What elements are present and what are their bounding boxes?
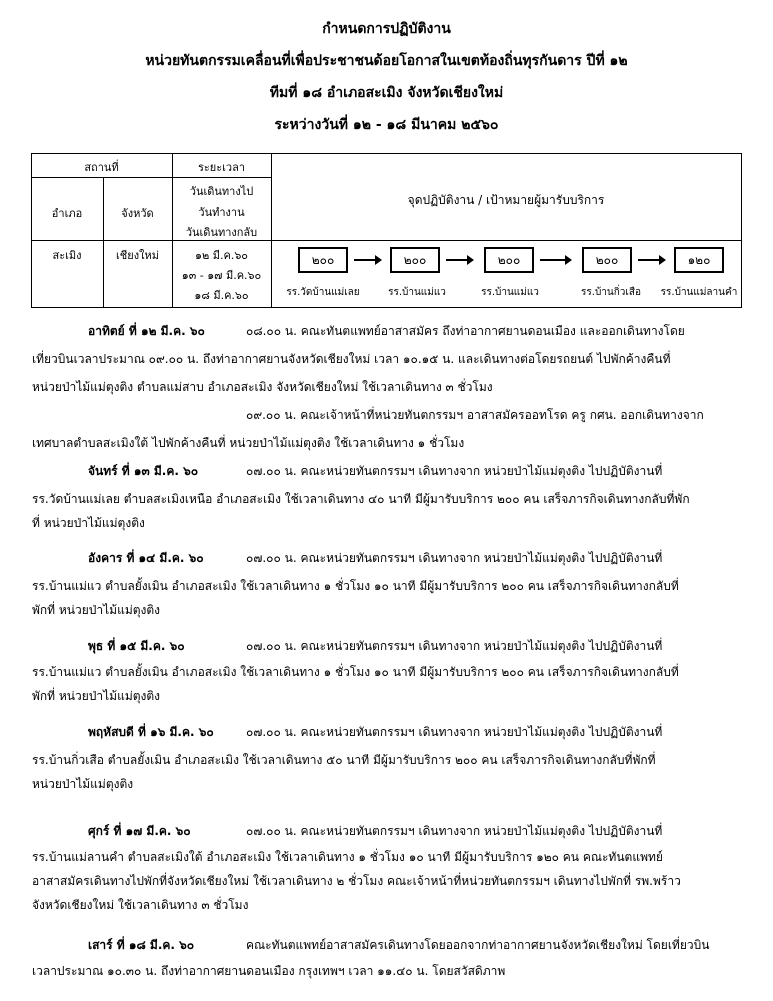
header-target: จุดปฏิบัติงาน / เป้าหมายผู้มารับบริการ	[407, 193, 605, 207]
schedule-text: ๐๗.๐๐ น. คณะหน่วยทันตกรรมฯ เดินทางจาก หน่วยป่าไม้แม่ตุงติง ไปปฏิบัติงานที่	[246, 639, 663, 653]
schedule-text: จังหวัดเชียงใหม่ ใช้เวลาเดินทาง ๓ ชั่วโมง	[32, 898, 249, 912]
target-count-box: ๒๐๐	[582, 247, 632, 273]
schedule-text: รร.บ้านแม่แว ตำบลยั้งเมิน อำเภอสะเมิง ใช้เวลาเดินทาง ๑ ชั่วโมง ๑๐ นาที มีผู้มารับบริการ ๒๐๐ คน เสร็จภารกิจเดินทางกลับที่	[32, 665, 679, 679]
header-period-go: วันเดินทางไป	[189, 185, 254, 198]
schedule-text: รร.บ้านแม่แว ตำบลยั้งเมิน อำเภอสะเมิง ใช้เวลาเดินทาง ๑ ชั่วโมง ๑๐ นาที มีผู้มารับบริการ ๒๐๐ คน เสร็จภารกิจเดินทางกลับที่	[32, 579, 679, 593]
target-count-box: ๒๐๐	[390, 247, 440, 273]
target-school-label: รร.บ้านแม่แว	[388, 287, 446, 298]
day-heading-thursday: พฤหัสบดี ที่ ๑๖ มี.ค. ๖๐	[88, 725, 214, 739]
schedule-text: คณะทันตแพทย์อาสาสมัครเดินทางโดยออกจากท่าอากาศยานจังหวัดเชียงใหม่ โดยเที่ยวบิน	[246, 938, 710, 952]
target-school-label: รร.บ้านแม่แว	[481, 287, 539, 298]
row-date-return: ๑๘ มี.ค.๖๐	[194, 289, 249, 302]
row-date-go: ๑๒ มี.ค.๖๐	[194, 249, 249, 262]
schedule-text: ๐๙.๐๐ น. คณะเจ้าหน้าที่หน่วยทันตกรรมฯ อาสาสมัครออทโรด ครู กศน. ออกเดินทางจาก	[246, 408, 704, 422]
schedule-text: ๐๗.๐๐ น. คณะหน่วยทันตกรรมฯ เดินทางจาก หน่วยป่าไม้แม่ตุงติง ไปปฏิบัติงานที่	[246, 824, 663, 838]
flow-arrow	[540, 259, 566, 261]
day-heading-wednesday: พุธ ที่ ๑๕ มี.ค. ๖๐	[88, 639, 185, 653]
document-subtitle-team: ทีมที่ ๑๘ อำเภอสะเมิง จังหวัดเชียงใหม่	[269, 85, 504, 101]
day-heading-monday: จันทร์ ที่ ๑๓ มี.ค. ๖๐	[88, 464, 199, 478]
row-province: เชียงใหม่	[116, 249, 159, 262]
target-school-label: รร.บ้านแม่ลานคำ	[660, 287, 738, 298]
day-heading-friday: ศุกร์ ที่ ๑๗ มี.ค. ๖๐	[88, 824, 191, 838]
schedule-text: ๐๗.๐๐ น. คณะหน่วยทันตกรรมฯ เดินทางจาก หน่วยป่าไม้แม่ตุงติง ไปปฏิบัติงานที่	[246, 725, 663, 739]
header-amphoe: อำเภอ	[51, 207, 83, 220]
target-school-label: รร.วัดบ้านแม่เลย	[286, 287, 360, 298]
day-heading-saturday: เสาร์ ที่ ๑๘ มี.ค. ๖๐	[88, 938, 195, 952]
document-title: กำหนดการปฏิบัติงาน	[322, 21, 451, 37]
flow-arrow	[638, 259, 660, 261]
schedule-text: ๐๗.๐๐ น. คณะหน่วยทันตกรรมฯ เดินทางจาก หน่วยป่าไม้แม่ตุงติง ไปปฏิบัติงานที่	[246, 551, 663, 565]
schedule-text: หน่วยป่าไม้แม่ตุงติง	[32, 777, 134, 791]
target-count-box: ๒๐๐	[298, 247, 348, 273]
day-heading-sunday: อาทิตย์ ที่ ๑๒ มี.ค. ๖๐	[88, 324, 205, 338]
row-amphoe: สะเมิง	[52, 249, 82, 262]
schedule-text: พักที่ หน่วยป่าไม้แม่ตุงติง	[32, 689, 161, 703]
schedule-text: ๐๘.๐๐ น. คณะทันตแพทย์อาสาสมัคร ถึงท่าอากาศยานดอนเมือง และออกเดินทางโดย	[246, 324, 685, 338]
document-subtitle-dates: ระหว่างวันที่ ๑๒ - ๑๘ มีนาคม ๒๕๖๐	[274, 117, 499, 133]
header-period: ระยะเวลา	[197, 161, 246, 174]
target-school-label: รร.บ้านกิ่วเสือ	[581, 287, 641, 298]
target-count-box: ๒๐๐	[484, 247, 534, 273]
schedule-text: อาสาสมัครเดินทางไปพักที่จังหวัดเชียงใหม่ ใช้เวลาเดินทาง ๒ ชั่วโมง คณะเจ้าหน้าที่หน่วยทันตกรรมฯ เดินทางไปพักที่ รพ.พร้าว	[32, 874, 681, 888]
schedule-text: ที่ หน่วยป่าไม้แม่ตุงติง	[32, 516, 145, 530]
header-place: สถานที่	[84, 161, 119, 174]
schedule-text: รร.วัดบ้านแม่เลย ตำบลสะเมิงเหนือ อำเภอสะเมิง ใช้เวลาเดินทาง ๔๐ นาที มีผู้มารับบริการ ๒๐๐ คน เสร็จภารกิจเดินทางกลับที่พัก	[32, 492, 690, 506]
schedule-text: หน่วยป่าไม้แม่ตุงติง ตำบลแม่สาบ อำเภอสะเมิง จังหวัดเชียงใหม่ ใช้เวลาเดินทาง ๓ ชั่วโมง	[32, 380, 493, 394]
schedule-text: เที่ยวบินเวลาประมาณ ๐๙.๐๐ น. ถึงท่าอากาศยานจังหวัดเชียงใหม่ เวลา ๑๐.๑๕ น. และเดินทางต่อโดยรถยนต์ ไปพักค้างคืนที่	[32, 352, 671, 366]
document-subtitle-unit: หน่วยทันตกรรมเคลื่อนที่เพื่อประชาชนด้อยโอกาสในเขตท้องถิ่นทุรกันดาร ปีที่ ๑๒	[145, 53, 628, 69]
header-period-work: วันทำงาน	[198, 206, 245, 219]
row-date-work: ๑๓ - ๑๗ มี.ค.๖๐	[181, 269, 262, 282]
schedule-text: ๐๗.๐๐ น. คณะหน่วยทันตกรรมฯ เดินทางจาก หน่วยป่าไม้แม่ตุงติง ไปปฏิบัติงานที่	[246, 464, 663, 478]
target-count-box: ๑๒๐	[674, 247, 724, 273]
schedule-text: พักที่ หน่วยป่าไม้แม่ตุงติง	[32, 603, 161, 617]
header-province: จังหวัด	[121, 207, 154, 220]
flow-arrow	[354, 259, 376, 261]
day-heading-tuesday: อังคาร ที่ ๑๔ มี.ค. ๖๐	[88, 551, 204, 565]
schedule-text: เทศบาลตำบลสะเมิงใต้ ไปพักค้างคืนที่ หน่วยป่าไม้แม่ตุงติง ใช้เวลาเดินทาง ๑ ชั่วโมง	[32, 436, 465, 450]
schedule-text: รร.บ้านแม่ลานคำ ตำบลสะเมิงใต้ อำเภอสะเมิง ใช้เวลาเดินทาง ๑ ชั่วโมง ๑๐ นาที มีผู้มารับบริการ ๑๒๐ คน คณะทันตแพทย์	[32, 850, 663, 864]
flow-arrow	[446, 259, 468, 261]
schedule-text: เวลาประมาณ ๑๐.๓๐ น. ถึงท่าอากาศยานดอนเมือง กรุงเทพฯ เวลา ๑๑.๔๐ น. โดยสวัสดิภาพ	[32, 964, 506, 978]
header-period-return: วันเดินทางกลับ	[185, 226, 258, 239]
schedule-text: รร.บ้านกิ่วเสือ ตำบลยั้งเมิน อำเภอสะเมิง ใช้เวลาเดินทาง ๕๐ นาที มีผู้มารับบริการ ๒๐๐ คน เสร็จภารกิจเดินทางกลับที่พักที่	[32, 753, 656, 767]
